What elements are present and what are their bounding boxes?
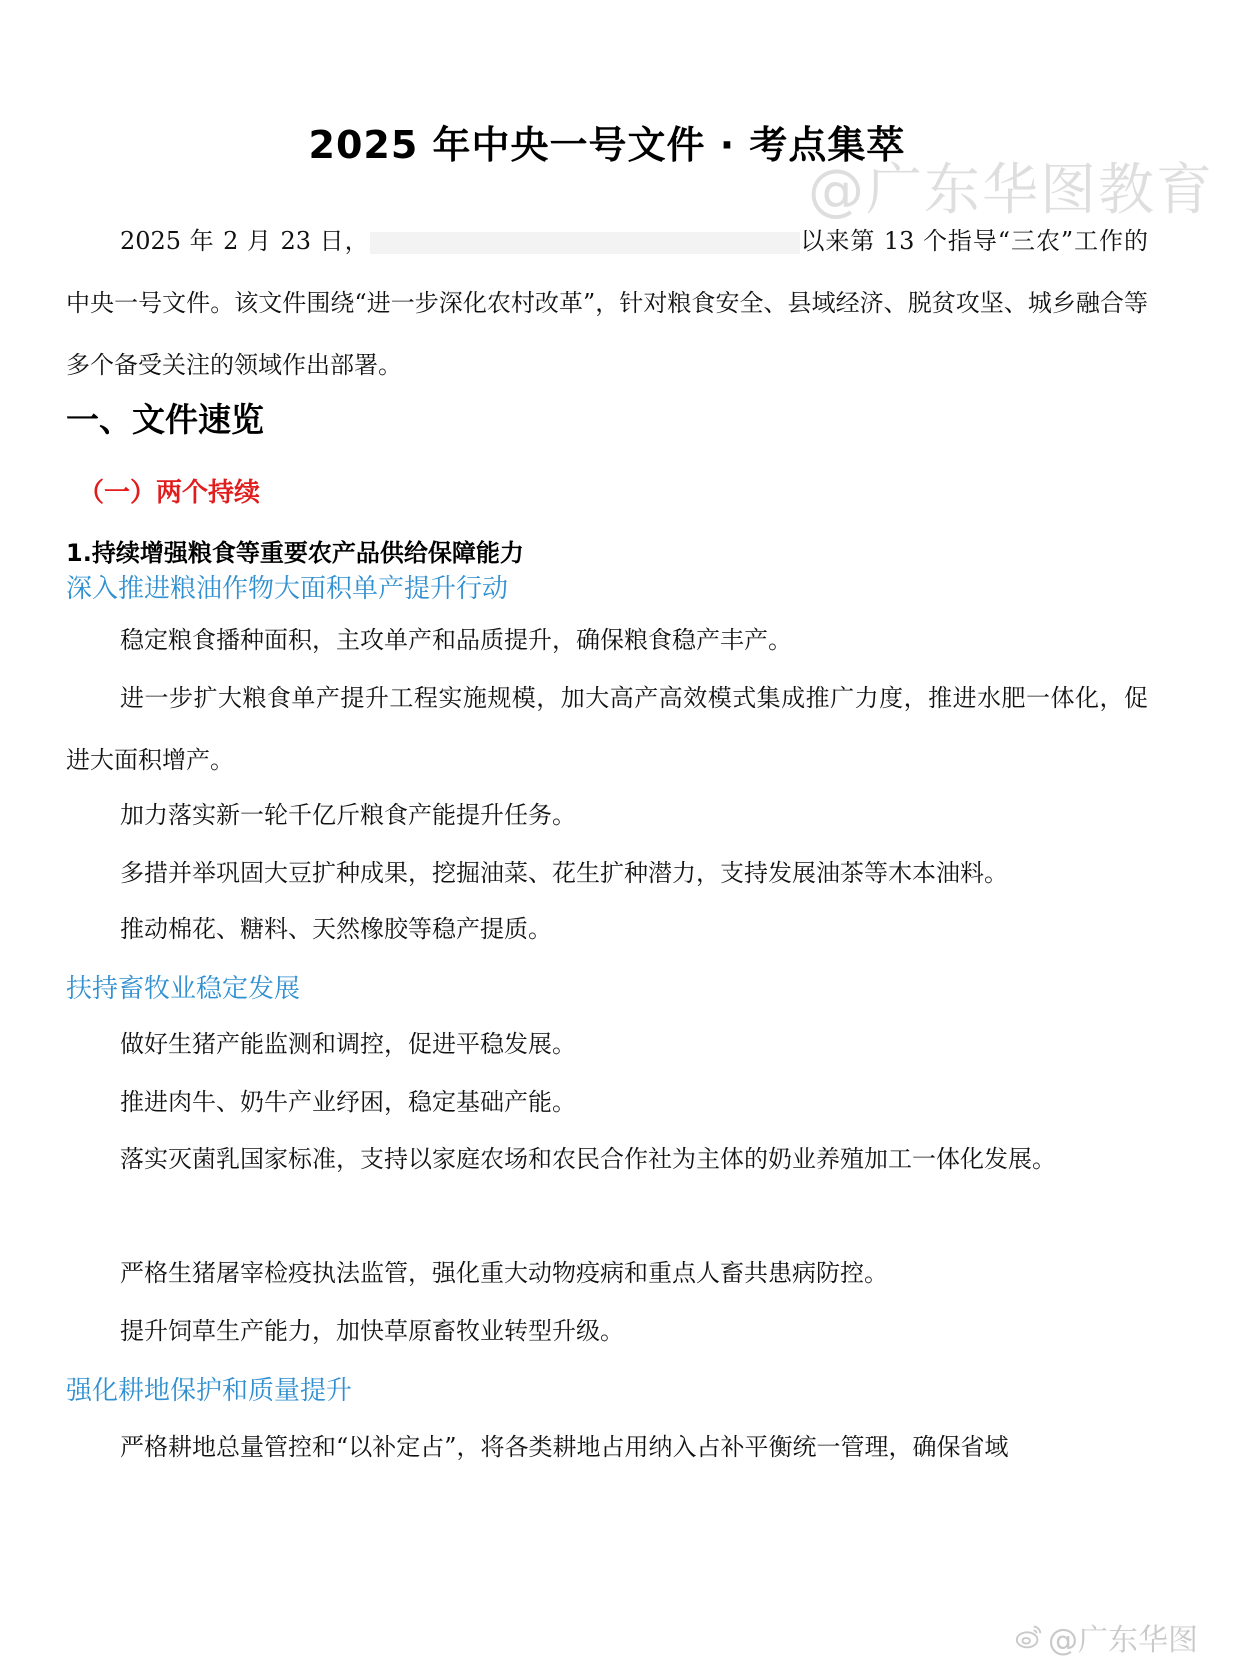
topic-heading: 强化耕地保护和质量提升 xyxy=(66,1376,353,1406)
body-paragraph: 推进肉牛、奶牛产业纾困，稳定基础产能。 xyxy=(120,1088,576,1116)
redacted-block xyxy=(370,232,800,254)
topic-heading: 扶持畜牧业稳定发展 xyxy=(66,974,301,1004)
section-heading: 一、文件速览 xyxy=(66,400,264,439)
subsection-heading: （一）两个持续 xyxy=(78,478,261,508)
body-paragraph: 推动棉花、糖料、天然橡胶等稳产提质。 xyxy=(120,915,552,943)
body-paragraph: 加力落实新一轮千亿斤粮食产能提升任务。 xyxy=(120,801,576,829)
item-heading: 1.持续增强粮食等重要农产品供给保障能力 xyxy=(66,539,524,567)
body-paragraph: 提升饲草生产能力，加快草原畜牧业转型升级。 xyxy=(120,1317,624,1345)
weibo-icon xyxy=(1014,1622,1044,1652)
watermark-bottom-text: @广东华图 xyxy=(1048,1623,1198,1658)
body-paragraph: 做好生猪产能监测和调控，促进平稳发展。 xyxy=(120,1030,576,1058)
intro-date: 2025 年 2 月 23 日， xyxy=(120,227,370,255)
intro-paragraph xyxy=(66,210,1148,396)
body-paragraph: 稳定粮食播种面积，主攻单产和品质提升，确保粮食稳产丰产。 xyxy=(120,626,792,654)
document-title: 2025 年中央一号文件 · 考点集萃 xyxy=(308,123,906,167)
topic-heading: 深入推进粮油作物大面积单产提升行动 xyxy=(66,574,509,604)
body-paragraph: 严格耕地总量管控和“以补定占”，将各类耕地占用纳入占补平衡统一管理，确保省域 xyxy=(120,1433,1009,1461)
intro-body: 以来第 13 个指导“三农”工作的中央一号文件。该文件围绕“进一步深化农村改革”，针对粮食安全、县域经济、脱贫攻坚、城乡融合等多个备受关注的领域作出部署。 xyxy=(66,227,1148,379)
body-paragraph: 落实灭菌乳国家标准，支持以家庭农场和农民合作社为主体的奶业养殖加工一体化发展。 xyxy=(120,1145,1056,1173)
body-paragraph: 进一步扩大粮食单产提升工程实施规模，加大高产高效模式集成推广力度，推进水肥一体化，促进大面积增产。 xyxy=(66,684,1148,774)
body-paragraph: 多措并举巩固大豆扩种成果，挖掘油菜、花生扩种潜力，支持发展油茶等木本油料。 xyxy=(120,859,1008,887)
watermark-bottom xyxy=(1014,1615,1198,1659)
body-paragraph: 严格生猪屠宰检疫执法监管，强化重大动物疫病和重点人畜共患病防控。 xyxy=(120,1259,888,1287)
watermark-top: @广东华图教育 xyxy=(808,158,1214,223)
